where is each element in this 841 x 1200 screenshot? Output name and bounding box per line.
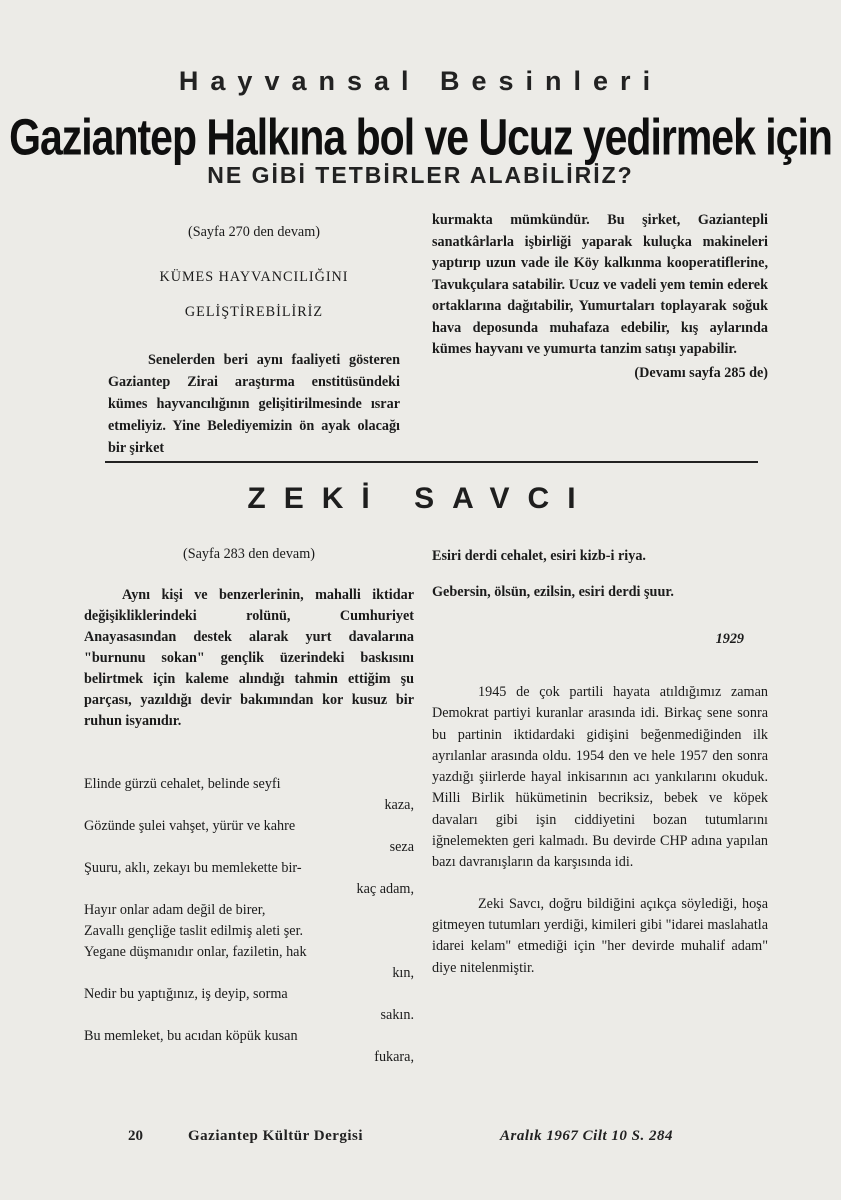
poem-line: Elinde gürzü cehalet, belinde seyfi kaza, (84, 776, 414, 813)
article1-left-column (108, 222, 400, 459)
poem-line: Gebersin, ölsün, ezilsin, esiri derdi şuur. (432, 584, 674, 600)
poem-line: Gözünde şulei vahşet, yürür ve kahre seza (84, 818, 414, 855)
continued-from-note: (Sayfa 283 den devam) (183, 546, 315, 562)
paragraph: 1945 de çok partili hayata atıldığımız zaman Demokrat partiyi kuranlar arasında idi. Birkaç sene sonra bu partinin iktidardaki gidişini beğenmediğinden ilk ayrılanlar arasında oldu. 1954 den ve hele 1957 den sonra yazdığı şiirlerde hayal inkisarının acı yankılarını okuduk. Milli Birlik hükümetinin becriksiz, bebek ve köpek davaları gibi işin ciddiyetini bozan tutumlarını iğnelemekten geri kalmadı. Bu devirde CHP adına yapılan bazı davranışların da karşısında idi. (432, 684, 768, 871)
paragraph: Aynı kişi ve benzerlerinin, mahalli iktidar değişikliklerindeki rolünü, Cumhuriyet Anayasasından destek alarak yurt davalarına "burnunu sokan" gençlik üzerindeki baskısını belirtmek için kaleme alındığı tahmin ettiğim şu parçası, yazıldığı devir bakımından kor kusuz bir ruhun isyanıdır. (84, 587, 414, 729)
paragraph: Senelerden beri aynı faaliyeti gösteren Gaziantep Zirai araştırma enstitüsündeki kümes hayvancılığının gelişitirilmesinde ısrar etmeliyiz. Yine Belediyemizin ön ayak olacağı bir şirket (108, 352, 400, 456)
poem-line: Hayır onlar adam değil de birer, (84, 902, 266, 918)
poem (84, 774, 414, 1068)
poem-line: Şuuru, aklı, zekayı bu memlekette bir- kaç adam, (84, 860, 414, 897)
divider-rule (105, 461, 758, 463)
section-title: ZEKİ SAVCI (247, 482, 594, 515)
poem-line: Nedir bu yaptığınız, iş deyip, sorma sakın. (84, 986, 414, 1023)
poem-line: Yegane düşmanıdır onlar, faziletin, hak kın, (84, 944, 414, 981)
poem-line: Zavallı gençliğe taslit edilmiş aleti şer. (84, 923, 304, 939)
continued-to-note: (Devamı sayfa 285 de) (634, 364, 768, 381)
poem-date: 1929 (715, 631, 744, 647)
article1-right-column (432, 210, 768, 384)
poem-line: Esiri derdi cehalet, esiri kizb-i riya. (432, 548, 646, 564)
article-headline: Gaziantep Halkına bol ve Ucuz yedirmek için (9, 108, 832, 166)
article2-right-column (432, 546, 768, 979)
page-number: 20 (128, 1128, 143, 1144)
section-heading: KÜMES HAYVANCILIĞINI (159, 269, 349, 285)
journal-name: Gaziantep Kültür Dergisi (188, 1128, 364, 1144)
poem-line: Bu memleket, bu acıdan köpük kusan fukara, (84, 1028, 414, 1065)
section-heading: GELİŞTİREBİLİRİZ (184, 304, 324, 320)
article-subhead: NE GİBİ TETBİRLER ALABİLİRİZ? (207, 162, 634, 188)
continued-from-note: (Sayfa 270 den devam) (188, 224, 320, 240)
paragraph: kurmakta mümkündür. Bu şirket, Gaziantepli sanatkârlarla işbirliği yaparak kuluçka makineleri yaptırıp uzun vade ile Köy kalkınma kooperatiflerine, Tavukçulara satabilir. Ucuz ve vadeli yem temin ederek ortaklarına dağıtabilir, Yumurtaları toplayarak soğuk hava deposunda muhafaza edebilir, kış aylarında kümes hayvanı ve yumurta tanzim satışı yapabilir. (432, 212, 768, 357)
paragraph: Zeki Savcı, doğru bildiğini açıkça söylediği, hoşa gitmeyen tutumları yerdiği, kimileri gibi "idarei maslahatla idarei kelam" etmediği için "her devirde muhalif adam" diye nitelenmiştir. (432, 895, 768, 976)
article2-left-column (84, 544, 414, 1068)
issue-info: Aralık 1967 Cilt 10 S. 284 (500, 1128, 674, 1144)
article-kicker: Hayvansal Besinleri (178, 66, 663, 96)
